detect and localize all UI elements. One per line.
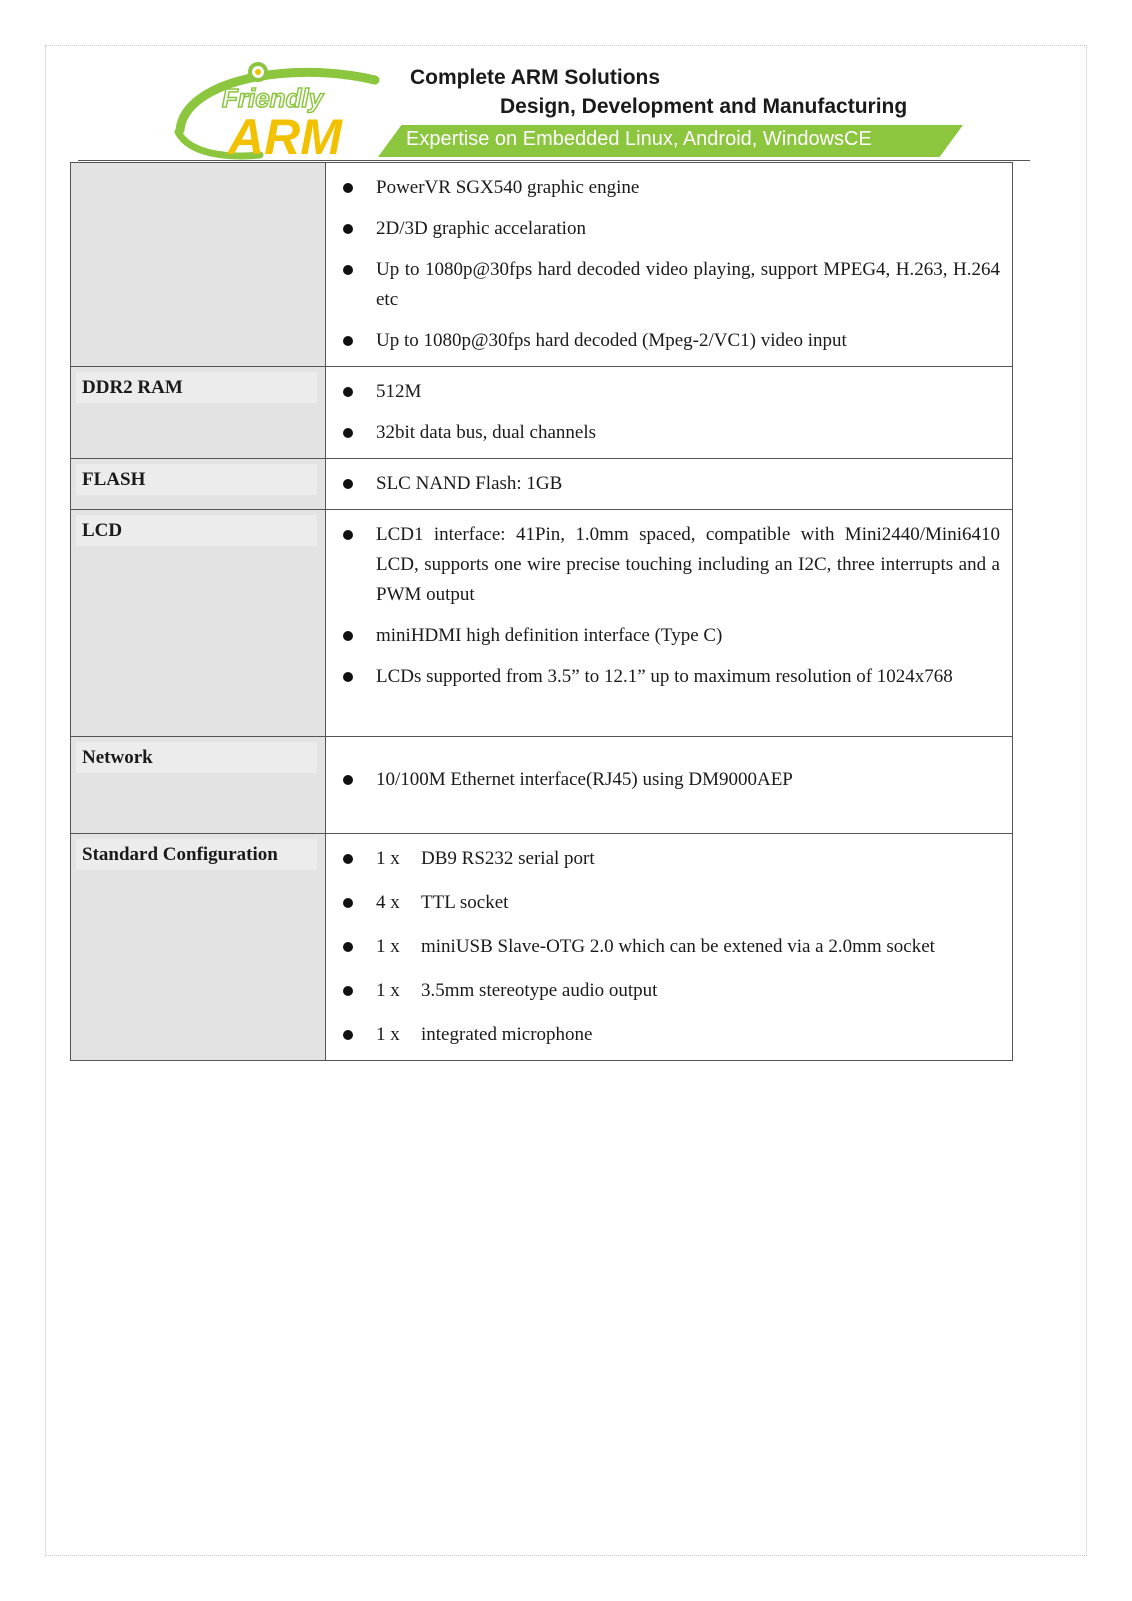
item-quantity: 4 x <box>376 892 400 913</box>
row-label-cell <box>71 459 326 510</box>
table-row-flash <box>71 459 1013 510</box>
list-item: 512M <box>340 377 1000 407</box>
list-item <box>340 932 1000 962</box>
row-label-cell <box>71 367 326 459</box>
row-content-cell <box>326 367 1013 459</box>
row-content-cell <box>326 510 1013 737</box>
item-text: 3.5mm stereotype audio output <box>421 980 658 1001</box>
list-item: SLC NAND Flash: 1GB <box>340 469 1000 499</box>
item-quantity: 1 x <box>376 1024 400 1045</box>
list-item <box>340 976 1000 1006</box>
list-item: LCDs supported from 3.5” to 12.1” up to maximum resolution of 1024x768 <box>340 662 1000 692</box>
row-content-cell <box>326 163 1013 367</box>
row-label-cell <box>71 834 326 1061</box>
header-tagline-2: Design, Development and Manufacturing <box>500 95 908 118</box>
table-row-ddr2-ram <box>71 367 1013 459</box>
item-text: TTL socket <box>421 892 509 913</box>
spec-table <box>70 162 1013 1061</box>
item-text: miniUSB Slave-OTG 2.0 which can be extened via a 2.0mm socket <box>421 936 935 957</box>
logo-text-arm: ARM <box>228 109 342 160</box>
item-quantity: 1 x <box>376 936 400 957</box>
table-row-standard-configuration <box>71 834 1013 1061</box>
row-label: LCD <box>76 515 317 546</box>
table-row-network <box>71 737 1013 834</box>
row-label-cell <box>71 510 326 737</box>
row-content-cell <box>326 459 1013 510</box>
row-label-cell <box>71 737 326 834</box>
bullet-list <box>326 737 1012 833</box>
row-label: Standard Configuration <box>76 839 317 870</box>
logo-text-friendly: Friendly <box>222 83 324 113</box>
list-item: Up to 1080p@30fps hard decoded (Mpeg-2/VC1) video input <box>340 326 1000 356</box>
row-label: FLASH <box>76 464 317 495</box>
table-row-gpu <box>71 163 1013 367</box>
row-label-cell <box>71 163 326 367</box>
list-item <box>340 1020 1000 1050</box>
list-item: 10/100M Ethernet interface(RJ45) using DM9000AEP <box>340 765 1000 795</box>
list-item: miniHDMI high definition interface (Type C) <box>340 621 1000 651</box>
item-quantity: 1 x <box>376 980 400 1001</box>
row-label: DDR2 RAM <box>76 372 317 403</box>
bullet-list <box>326 834 1012 1060</box>
item-text: integrated microphone <box>421 1024 593 1045</box>
item-quantity: 1 x <box>376 848 400 869</box>
list-item <box>340 888 1000 918</box>
row-label: Network <box>76 742 317 773</box>
header-band-text: Expertise on Embedded Linux, Android, WindowsCE <box>406 128 872 150</box>
bullet-list <box>326 163 1012 366</box>
list-item: 32bit data bus, dual channels <box>340 418 1000 448</box>
header-rule <box>78 160 1030 161</box>
bullet-list <box>326 367 1012 458</box>
bullet-list <box>326 510 1012 736</box>
item-text: DB9 RS232 serial port <box>421 848 595 869</box>
row-content-cell <box>326 737 1013 834</box>
friendlyarm-logo <box>170 60 385 160</box>
list-item: PowerVR SGX540 graphic engine <box>340 173 1000 203</box>
table-row-lcd <box>71 510 1013 737</box>
list-item: LCD1 interface: 41Pin, 1.0mm spaced, compatible with Mini2440/Mini6410 LCD, supports one wire precise touching including an I2C, three interrupts and a PWM output <box>340 520 1000 610</box>
list-item: 2D/3D graphic accelaration <box>340 214 1000 244</box>
list-item <box>340 844 1000 874</box>
bullet-list <box>326 459 1012 509</box>
list-item: Up to 1080p@30fps hard decoded video playing, support MPEG4, H.263, H.264 etc <box>340 255 1000 315</box>
header-tagline-1: Complete ARM Solutions <box>410 66 661 89</box>
row-content-cell <box>326 834 1013 1061</box>
